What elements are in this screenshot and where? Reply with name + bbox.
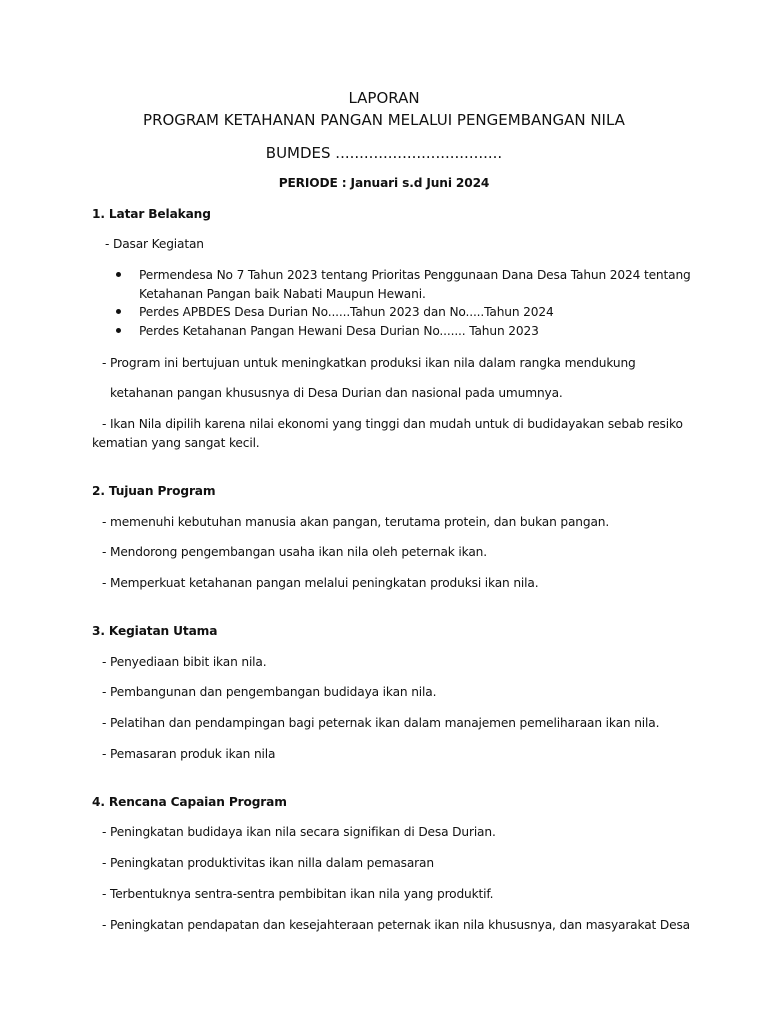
paragraph-nila: - Ikan Nila dipilih karena nilai ekonomi yang tinggi dan mudah untuk di budidayakan sebab resiko xyxy=(102,417,683,431)
list-item: - Peningkatan pendapatan dan kesejahteraan peternak ikan nila khususnya, dan masyarakat Desa xyxy=(102,918,690,932)
paragraph-program: - Program ini bertujuan untuk meningkatkan produksi ikan nila dalam rangka mendukung xyxy=(102,356,636,370)
paragraph-program-cont: ketahanan pangan khususnya di Desa Durian dan nasional pada umumnya. xyxy=(110,386,563,400)
bullet-item-permendesa-cont: Ketahanan Pangan baik Nabati Maupun Hewani. xyxy=(139,287,426,301)
bullet-icon xyxy=(116,309,121,314)
list-item: - Mendorong pengembangan usaha ikan nila oleh peternak ikan. xyxy=(102,545,487,559)
period-line: PERIODE : Januari s.d Juni 2024 xyxy=(278,176,490,190)
list-item: - Peningkatan budidaya ikan nila secara signifikan di Desa Durian. xyxy=(102,825,496,839)
paragraph-nila-cont: kematian yang sangat kecil. xyxy=(92,436,260,450)
list-item: - Pelatihan dan pendampingan bagi peternak ikan dalam manajemen pemeliharaan ikan nila. xyxy=(102,716,660,730)
list-item: - Terbentuknya sentra-sentra pembibitan ikan nila yang produktif. xyxy=(102,887,494,901)
list-item: - Memperkuat ketahanan pangan melalui peningkatan produksi ikan nila. xyxy=(102,576,539,590)
list-item: - Pemasaran produk ikan nila xyxy=(102,747,276,761)
bullet-icon xyxy=(116,328,121,333)
bullet-icon xyxy=(116,272,121,277)
program-title: PROGRAM KETAHANAN PANGAN MELALUI PENGEMBANGAN NILA xyxy=(143,111,625,129)
section-1-heading: 1. Latar Belakang xyxy=(92,207,211,221)
list-item: - Penyediaan bibit ikan nila. xyxy=(102,655,267,669)
bullet-item-apbdes: Perdes APBDES Desa Durian No......Tahun 2023 dan No.....Tahun 2024 xyxy=(139,305,554,319)
section-2-heading: 2. Tujuan Program xyxy=(92,484,216,498)
report-title: LAPORAN xyxy=(348,89,420,107)
bullet-item-perdes: Perdes Ketahanan Pangan Hewani Desa Durian No....... Tahun 2023 xyxy=(139,324,539,338)
list-item: - Peningkatan produktivitas ikan nilla dalam pemasaran xyxy=(102,856,434,870)
bullet-item-permendesa: Permendesa No 7 Tahun 2023 tentang Prioritas Penggunaan Dana Desa Tahun 2024 tentang xyxy=(139,268,691,282)
dasar-kegiatan-label: - Dasar Kegiatan xyxy=(105,237,204,251)
section-4-heading: 4. Rencana Capaian Program xyxy=(92,795,287,809)
list-item: - Pembangunan dan pengembangan budidaya ikan nila. xyxy=(102,685,437,699)
list-item: - memenuhi kebutuhan manusia akan pangan, terutama protein, dan bukan pangan. xyxy=(102,515,610,529)
section-3-heading: 3. Kegiatan Utama xyxy=(92,624,218,638)
bumdes-title: BUMDES ................................... xyxy=(265,144,503,162)
